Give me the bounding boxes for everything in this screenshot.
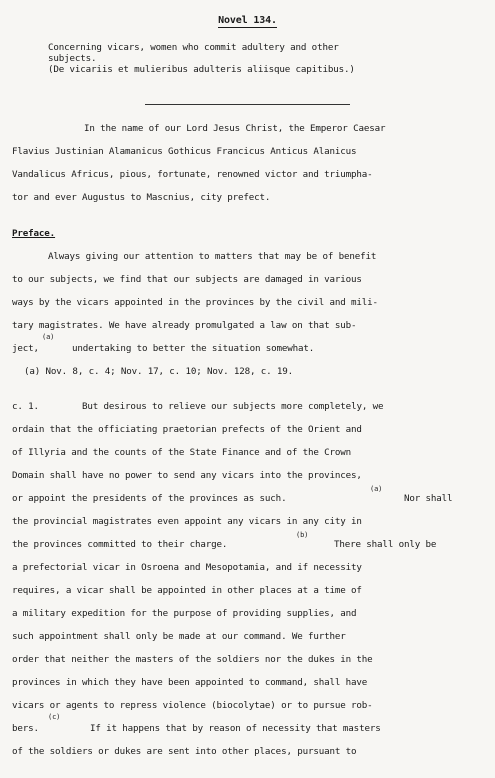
divider: [145, 104, 350, 105]
chapter-1-line-10: a military expedition for the purpose of providing supplies, and: [12, 608, 357, 619]
chapter-1-line-3: of Illyria and the counts of the State Finance and of the Crown: [12, 447, 352, 458]
chapter-1-line-5-tail: Nor shall: [404, 493, 453, 504]
chapter-1-line-1: But desirous to relieve our subjects more completely, we: [82, 401, 384, 412]
chapter-1-line-13: provinces in which they have been appointed to command, shall have: [12, 677, 368, 688]
intro-line-4: tor and ever Augustus to Mascnius, city prefect.: [12, 192, 271, 203]
subtitle-latin: (De vicariis et mulieribus adulteris aliisque capitibus.): [48, 64, 355, 75]
chapter-1-line-5: or appoint the presidents of the provinces as such.: [12, 493, 287, 504]
chapter-1-line-15-tail: If it happens that by reason of necessity that masters: [90, 723, 381, 734]
chapter-1-line-11: such appointment shall only be made at our command. We further: [12, 631, 346, 642]
subtitle-line-2: subjects.: [48, 53, 97, 64]
intro-line-2: Flavius Justinian Alamanicus Gothicus Francicus Anticus Alanicus: [12, 146, 357, 157]
chapter-1-line-7: the provinces committed to their charge.: [12, 539, 228, 550]
preface-line-2: to our subjects, we find that our subjects are damaged in various: [12, 274, 362, 285]
preface-line-4: tary magistrates. We have already promulgated a law on that sub-: [12, 320, 357, 331]
chapter-1-line-7-tail: There shall only be: [334, 539, 437, 550]
chapter-1-line-6: the provincial magistrates even appoint any vicars in any city in: [12, 516, 362, 527]
footnote-marker-c: (c): [48, 713, 61, 721]
preface-line-5a: ject,: [12, 343, 39, 354]
chapter-1-label: c. 1.: [12, 401, 39, 412]
preface-line-5b: undertaking to better the situation somewhat.: [72, 343, 315, 354]
chapter-1-line-15: bers.: [12, 723, 39, 734]
chapter-1-line-4: Domain shall have no power to send any vicars into the provinces,: [12, 470, 362, 481]
chapter-1-line-16: of the soldiers or dukes are sent into other places, pursuant to: [12, 746, 357, 757]
preface-footnote: (a) Nov. 8, c. 4; Nov. 17, c. 10; Nov. 128, c. 19.: [24, 366, 294, 377]
page-title: Novel 134.: [218, 15, 277, 26]
footnote-marker-b: (b): [296, 531, 309, 539]
chapter-1-line-12: order that neither the masters of the soldiers nor the dukes in the: [12, 654, 373, 665]
chapter-1-line-14: vicars or agents to repress violence (biocolytae) or to pursue rob-: [12, 700, 373, 711]
footnote-marker-preface: (a): [42, 333, 55, 341]
footnote-marker-a: (a): [370, 485, 383, 493]
chapter-1-line-2: ordain that the officiating praetorian prefects of the Orient and: [12, 424, 362, 435]
preface-line-3: ways by the vicars appointed in the provinces by the civil and mili-: [12, 297, 378, 308]
subtitle-line-1: Concerning vicars, women who commit adultery and other: [48, 42, 339, 53]
intro-line-1: In the name of our Lord Jesus Christ, the Emperor Caesar: [84, 123, 386, 134]
preface-heading: Preface.: [12, 228, 56, 239]
intro-line-3: Vandalicus Africus, pious, fortunate, renowned victor and triumpha-: [12, 169, 373, 180]
chapter-1-line-9: requires, a vicar shall be appointed in other places at a time of: [12, 585, 362, 596]
preface-line-1: Always giving our attention to matters that may be of benefit: [48, 251, 377, 262]
chapter-1-line-8: a prefectorial vicar in Osroena and Mesopotamia, and if necessity: [12, 562, 362, 573]
